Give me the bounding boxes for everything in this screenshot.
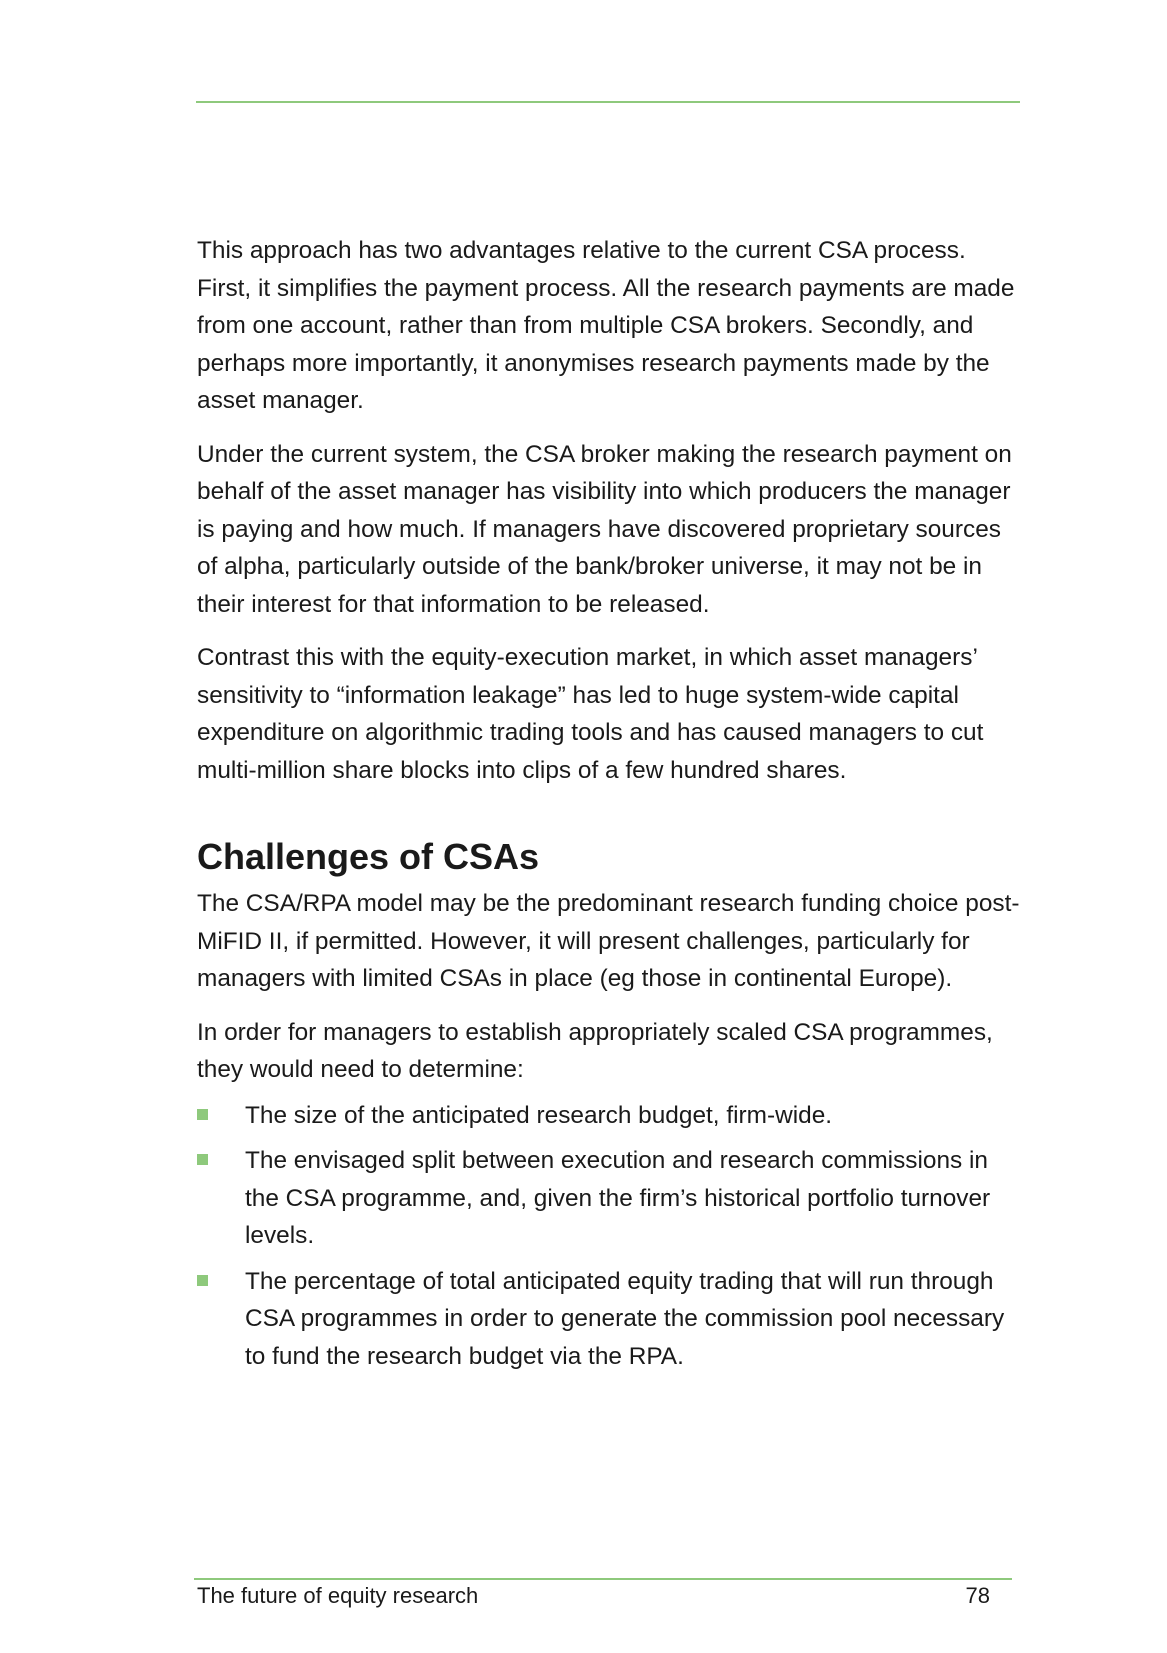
list-item xyxy=(197,1142,1022,1255)
intro-paragraph-1: This approach has two advantages relative to the current CSA process. First, it simplifies the payment process. All the research payments are made from one account, rather than from multiple CSA brokers. Secondly, and perhaps more importantly, it anonymises research payments made by the asset manager. xyxy=(197,237,1015,414)
list-item-text: The envisaged split between execution and research commissions in the CSA programme, and, given the firm’s historical portfolio turnover levels. xyxy=(245,1147,991,1249)
page-body xyxy=(197,232,1022,1383)
intro-paragraph-3: Contrast this with the equity-execution market, in which asset managers’ sensitivity to “information leakage” has led to huge system-wide capital expenditure on algorithmic trading tools and has caused managers to cut multi-million share blocks into clips of a few hundred shares. xyxy=(197,644,984,784)
page-number: 78 xyxy=(965,1583,990,1608)
section-paragraph-1: The CSA/RPA model may be the predominant research funding choice post-MiFID II, if permitted. However, it will present challenges, particularly for managers with limited CSAs in place (eg those in continental Europe). xyxy=(197,890,1020,992)
square-bullet-icon xyxy=(197,1154,208,1165)
list-item xyxy=(197,1097,1022,1135)
section-paragraph-2: In order for managers to establish appropriately scaled CSA programmes, they would need to determine: xyxy=(197,1018,993,1083)
list-item xyxy=(197,1263,1022,1376)
intro-paragraph-2: Under the current system, the CSA broker making the research payment on behalf of the asset manager has visibility into which producers the manager is paying and how much. If managers have discovered proprietary sources of alpha, particularly outside of the bank/broker universe, it may not be in their interest for that information to be released. xyxy=(197,440,1012,618)
section-heading: Challenges of CSAs xyxy=(197,836,540,877)
square-bullet-icon xyxy=(197,1275,208,1286)
footer-rule xyxy=(194,1578,1012,1580)
list-item-text: The size of the anticipated research budget, firm-wide. xyxy=(245,1101,833,1129)
list-item-text: The percentage of total anticipated equity trading that will run through CSA programmes in order to generate the commission pool necessary to fund the research budget via the RPA. xyxy=(245,1267,1005,1370)
requirements-list xyxy=(197,1097,1022,1376)
footer-document-title: The future of equity research xyxy=(197,1583,479,1608)
square-bullet-icon xyxy=(197,1109,208,1120)
header-rule xyxy=(196,101,1020,103)
